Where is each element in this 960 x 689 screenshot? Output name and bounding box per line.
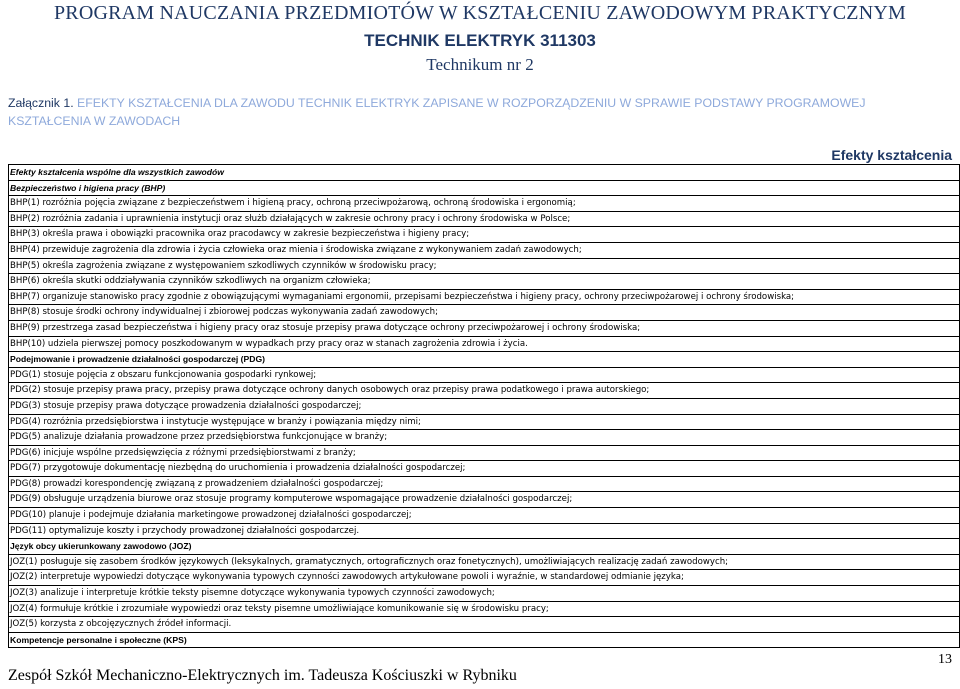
effect-item: BHP(9) przestrzega zasad bezpieczeństwa i higieny pracy oraz stosuje przepisy prawa dotyczące ochrony przeciwpożarowej i ochrony środowiska; — [9, 320, 960, 336]
effect-item: BHP(2) rozróżnia zadania i uprawnienia instytucji oraz służb działających w zakresie ochrony pracy i ochrony środowiska w Polsce; — [9, 211, 960, 227]
effect-item: JOZ(4) formułuje krótkie i zrozumiałe wypowiedzi oraz teksty pisemne umożliwiające komunikowanie się w środowisku pracy; — [9, 601, 960, 617]
effect-item: PDG(6) inicjuje wspólne przedsięwzięcia z różnymi przedsiębiorstwami z branży; — [9, 445, 960, 461]
section-heading: Podejmowanie i prowadzenie działalności gospodarczej (PDG) — [9, 352, 960, 368]
table-row — [9, 492, 960, 508]
effect-item: BHP(3) określa prawa i obowiązki pracownika oraz pracodawcy w zakresie bezpieczeństwa i higieny pracy; — [9, 227, 960, 243]
table-row — [9, 586, 960, 602]
table-row — [9, 601, 960, 617]
effect-item: PDG(1) stosuje pojęcia z obszaru funkcjonowania gospodarki rynkowej; — [9, 367, 960, 383]
table-row — [9, 367, 960, 383]
effect-item: PDG(4) rozróżnia przedsiębiorstwa i instytucje występujące w branży i powiązania między nimi; — [9, 414, 960, 430]
school-name: Technikum nr 2 — [426, 55, 534, 74]
effect-item: BHP(1) rozróżnia pojęcia związane z bezpieczeństwem i higieną pracy, ochroną przeciwpożarową, ochroną środowiska i ergonomią; — [9, 196, 960, 212]
page-number: 13 — [938, 652, 952, 667]
section-row — [9, 352, 960, 368]
table-row — [9, 289, 960, 305]
section-row — [9, 632, 960, 648]
section-heading: Język obcy ukierunkowany zawodowo (JOZ) — [9, 539, 960, 555]
annex-heading — [8, 94, 908, 130]
table-row — [9, 476, 960, 492]
table-row — [9, 211, 960, 227]
table-row — [9, 430, 960, 446]
table-row — [9, 523, 960, 539]
effect-item: JOZ(2) interpretuje wypowiedzi dotyczące wykonywania typowych czynności zawodowych artykułowane powoli i wyraźnie, w standardowej odmianie języka; — [9, 570, 960, 586]
document-title: PROGRAM NAUCZANIA PRZEDMIOTÓW W KSZTAŁCENIU ZAWODOWYM PRAKTYCZNYM — [53, 2, 906, 24]
table-row — [9, 305, 960, 321]
effect-item: JOZ(3) analizuje i interpretuje krótkie teksty pisemne dotyczące wykonywania typowych czynności zawodowych; — [9, 586, 960, 602]
section-heading: Kompetencje personalne i społeczne (KPS) — [9, 632, 960, 648]
table-row — [9, 461, 960, 477]
table-row — [9, 196, 960, 212]
footer-text: Zespół Szkół Mechaniczno-Elektrycznych im. Tadeusza Kościuszki w Rybniku — [8, 667, 517, 684]
table-row — [9, 554, 960, 570]
table-row — [9, 227, 960, 243]
table-row — [9, 508, 960, 524]
effect-item: JOZ(5) korzysta z obcojęzycznych źródeł informacji. — [9, 617, 960, 633]
section-row — [9, 539, 960, 555]
effect-item: BHP(6) określa skutki oddziaływania czynników szkodliwych na organizm człowieka; — [9, 274, 960, 290]
effect-item: BHP(4) przewiduje zagrożenia dla zdrowia i życia człowieka oraz mienia i środowiska związane z wykonywaniem zadań zawodowych; — [9, 242, 960, 258]
table-row — [9, 258, 960, 274]
effect-item: PDG(5) analizuje działania prowadzone przez przedsiębiorstwa funkcjonujące w branży; — [9, 430, 960, 446]
section-heading: Bezpieczeństwo i higiena pracy (BHP) — [9, 180, 960, 196]
effect-item: BHP(7) organizuje stanowisko pracy zgodnie z obowiązującymi wymaganiami ergonomii, przepisami bezpieczeństwa i higieny pracy, ochrony przeciwpożarowej i ochrony środowiska; — [9, 289, 960, 305]
annex-label: Załącznik 1. — [8, 96, 74, 110]
table-row — [9, 320, 960, 336]
document-subtitle: TECHNIK ELEKTRYK 311303 — [364, 31, 596, 50]
table-row — [9, 414, 960, 430]
effect-item: PDG(2) stosuje przepisy prawa pracy, przepisy prawa dotyczące ochrony danych osobowych oraz przepisy prawa podatkowego i prawa autorskiego; — [9, 383, 960, 399]
table-row — [9, 274, 960, 290]
table-row — [9, 445, 960, 461]
effect-item: PDG(9) obsługuje urządzenia biurowe oraz stosuje programy komputerowe wspomagające prowadzenie działalności gospodarczej; — [9, 492, 960, 508]
table-row — [9, 383, 960, 399]
section-row — [9, 165, 960, 181]
effects-column-header: Efekty kształcenia — [831, 147, 952, 163]
effect-item: BHP(8) stosuje środki ochrony indywidualnej i zbiorowej podczas wykonywania zadań zawodowych; — [9, 305, 960, 321]
section-row — [9, 180, 960, 196]
effects-table — [8, 164, 960, 648]
effect-item: PDG(11) optymalizuje koszty i przychody prowadzonej działalności gospodarczej. — [9, 523, 960, 539]
effect-item: PDG(3) stosuje przepisy prawa dotyczące prowadzenia działalności gospodarczej; — [9, 398, 960, 414]
effect-item: BHP(5) określa zagrożenia związane z występowaniem szkodliwych czynników w środowisku pracy; — [9, 258, 960, 274]
table-row — [9, 617, 960, 633]
effect-item: PDG(7) przygotowuje dokumentację niezbędną do uruchomienia i prowadzenia działalności gospodarczej; — [9, 461, 960, 477]
section-heading: Efekty kształcenia wspólne dla wszystkich zawodów — [9, 165, 960, 181]
table-row — [9, 336, 960, 352]
effect-item: BHP(10) udziela pierwszej pomocy poszkodowanym w wypadkach przy pracy oraz w stanach zagrożenia zdrowia i życia. — [9, 336, 960, 352]
annex-text: EFEKTY KSZTAŁCENIA DLA ZAWODU TECHNIK ELEKTRYK ZAPISANE W ROZPORZĄDZENIU W SPRAWIE PODSTAWY PROGRAMOWEJ KSZTAŁCENIA W ZAWODACH — [8, 96, 866, 128]
effect-item: JOZ(1) posługuje się zasobem środków językowych (leksykalnych, gramatycznych, ortograficznych oraz fonetycznych), umożliwiających realizację zadań zawodowych; — [9, 554, 960, 570]
effect-item: PDG(10) planuje i podejmuje działania marketingowe prowadzonej działalności gospodarczej; — [9, 508, 960, 524]
effect-item: PDG(8) prowadzi korespondencję związaną z prowadzeniem działalności gospodarczej; — [9, 476, 960, 492]
table-row — [9, 570, 960, 586]
table-row — [9, 398, 960, 414]
table-row — [9, 242, 960, 258]
